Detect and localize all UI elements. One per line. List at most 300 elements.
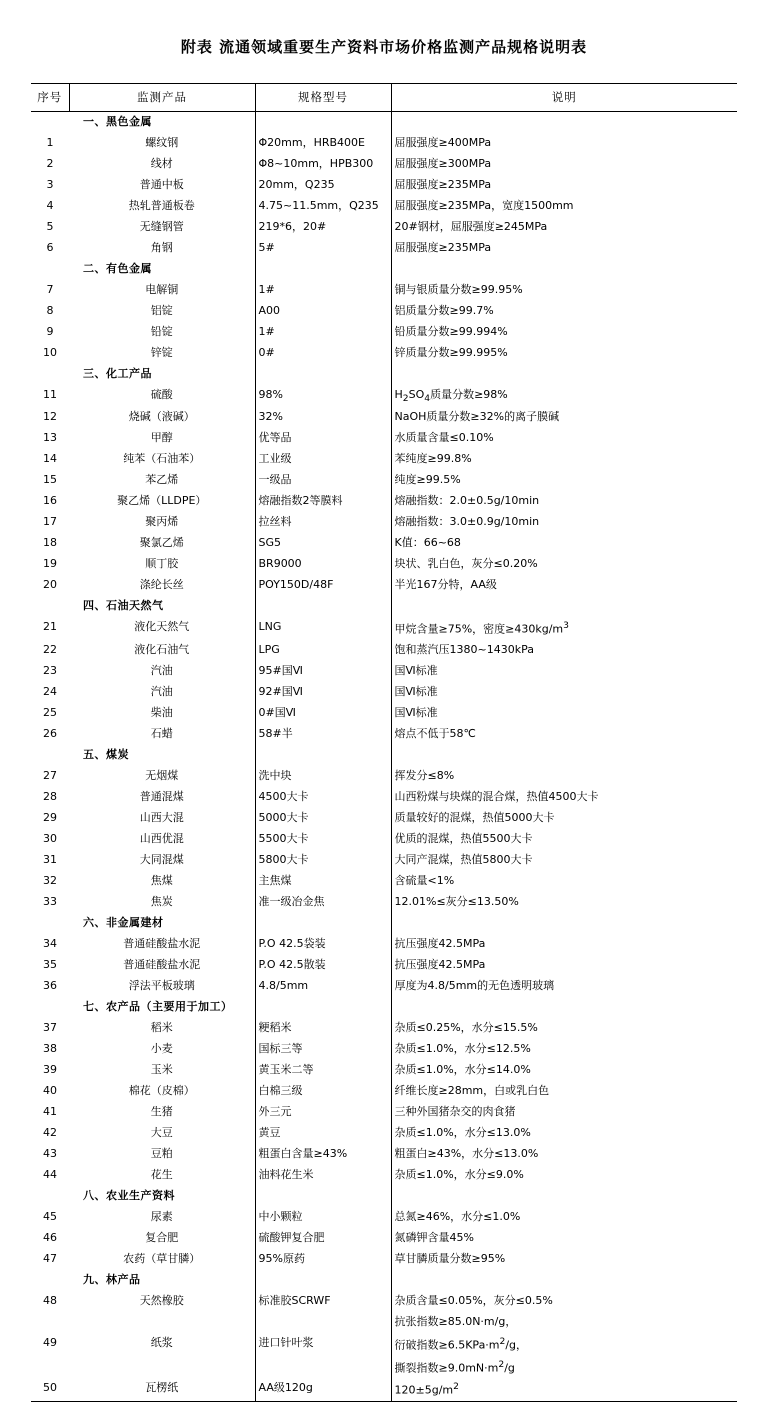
row-desc: 块状、乳白色，灰分≤0.20%: [394, 557, 538, 571]
row-product: 稻米: [69, 1018, 255, 1039]
table-row: [31, 1249, 737, 1270]
row-spec: 92#国Ⅵ: [255, 682, 391, 703]
row-spec: 5#: [255, 238, 391, 259]
row-no: 25: [43, 706, 57, 720]
table-row: [31, 280, 737, 301]
row-spec: 熔融指数2等膜料: [255, 491, 391, 512]
row-desc: [391, 112, 737, 134]
table-row: [31, 871, 737, 892]
row-desc: 衍破指数$\ge 6.5KPa\cdot m^2/g$，: [394, 1336, 528, 1352]
row-desc: 国Ⅵ标准: [394, 706, 438, 720]
row-desc: 屈服强度≥300MPa: [394, 157, 492, 170]
column-header-no: 序号: [31, 84, 69, 112]
row-no: 13: [43, 431, 57, 445]
table-row: [31, 1018, 737, 1039]
row-no: 10: [43, 346, 57, 359]
table-row: [31, 1123, 737, 1144]
row-desc: 屈服强度≥235MPa，宽度1500mm: [394, 199, 574, 212]
category-row: [31, 112, 737, 134]
row-spec: 1#: [255, 322, 391, 343]
category-row: [31, 1186, 737, 1207]
row-product: 瓦楞纸: [69, 1378, 255, 1401]
table-body: [31, 112, 737, 1402]
row-spec: 32%: [255, 407, 391, 428]
row-spec: 一级品: [255, 470, 391, 491]
row-product: 铝锭: [69, 301, 255, 322]
row-spec: [255, 1270, 391, 1291]
row-desc: [391, 1186, 737, 1207]
row-product: [69, 1356, 255, 1379]
row-no: 50: [31, 1378, 69, 1401]
category-row: [31, 745, 737, 766]
row-spec: 95#国Ⅵ: [255, 661, 391, 682]
row-desc: K值：66~68: [394, 536, 461, 550]
row-product: 甲醇: [69, 428, 255, 449]
category-row: [31, 364, 737, 385]
table-row: [31, 1312, 737, 1333]
row-spec: [255, 259, 391, 280]
row-product: 汽油: [69, 661, 255, 682]
row-desc: 苯纯度≥99.8%: [394, 452, 472, 466]
row-product: 大同混煤: [69, 850, 255, 871]
row-desc: 熔融指数：2.0±0.5g/10min: [394, 494, 540, 508]
row-desc: 抗张指数≥85.0N·m/g，: [394, 1315, 517, 1329]
row-no: [31, 1312, 69, 1333]
row-desc: 抗压强度42.5MPa: [394, 937, 486, 951]
row-no: 48: [43, 1294, 57, 1308]
category-row: [31, 997, 737, 1018]
table-row: [31, 1356, 737, 1379]
category-label: 七、农产品（主要用于加工）: [69, 997, 255, 1018]
category-label: 六、非金属建材: [69, 913, 255, 934]
row-no: 38: [43, 1042, 57, 1056]
column-header-product: 监测产品: [69, 84, 255, 112]
category-label: 九、林产品: [69, 1270, 255, 1291]
row-desc: 铜与银质量分数≥99.95%: [394, 283, 523, 296]
row-product: 铅锭: [69, 322, 255, 343]
row-desc: 熔点不低于58℃: [394, 727, 476, 741]
row-product: 豆粕: [69, 1144, 255, 1165]
row-spec: Φ8~10mm，HPB300: [255, 154, 391, 175]
row-no: 17: [43, 515, 57, 529]
row-desc: 屈服强度≥235MPa: [394, 178, 492, 191]
row-no: 40: [43, 1084, 57, 1098]
row-product: 角钢: [69, 238, 255, 259]
row-desc: 总氮≥46%，水分≤1.0%: [394, 1210, 521, 1224]
row-desc: 铝质量分数≥99.7%: [394, 304, 494, 317]
row-no: 37: [43, 1021, 57, 1035]
table-row: [31, 682, 737, 703]
row-desc: 质量较好的混煤，热值5000大卡: [394, 811, 555, 825]
table-row: [31, 1228, 737, 1249]
row-desc: [391, 997, 737, 1018]
row-no: 2: [46, 157, 54, 170]
table-row: [31, 449, 737, 470]
row-product: 石蜡: [69, 724, 255, 745]
table-row: [31, 217, 737, 238]
table-row: [31, 154, 737, 175]
row-no: 29: [43, 811, 57, 825]
row-no: 42: [43, 1126, 57, 1140]
row-spec: AA级120g: [255, 1378, 391, 1401]
page-title: 附表 流通领域重要生产资料市场价格监测产品规格说明表: [180, 38, 588, 56]
row-no: 9: [46, 325, 54, 338]
table-row: [31, 617, 737, 640]
row-product: 聚氯乙烯: [69, 533, 255, 554]
row-desc: 山西粉煤与块煤的混合煤，热值4500大卡: [394, 790, 599, 804]
row-spec: 0#国Ⅵ: [255, 703, 391, 724]
table-row: [31, 554, 737, 575]
row-spec: 白棉三级: [255, 1081, 391, 1102]
table-row: [31, 533, 737, 554]
row-product: 大豆: [69, 1123, 255, 1144]
table-row: [31, 491, 737, 512]
row-spec: [255, 913, 391, 934]
table-row: [31, 787, 737, 808]
row-spec: 5500大卡: [255, 829, 391, 850]
table-row: [31, 1291, 737, 1312]
row-product: 锌锭: [69, 343, 255, 364]
table-row: [31, 407, 737, 428]
row-spec: 洗中块: [255, 766, 391, 787]
row-product: 液化天然气: [69, 617, 255, 640]
table-row: [31, 575, 737, 596]
row-product: 纯苯（石油苯）: [69, 449, 255, 470]
row-no: 22: [43, 643, 57, 657]
category-row: [31, 596, 737, 617]
row-no: 46: [43, 1231, 57, 1245]
table-row: [31, 1207, 737, 1228]
row-desc: 杂质≤1.0%，水分≤13.0%: [394, 1126, 531, 1140]
table-row: [31, 238, 737, 259]
category-row: [31, 913, 737, 934]
row-spec: 主焦煤: [255, 871, 391, 892]
row-no: 28: [43, 790, 57, 804]
row-desc: [391, 1270, 737, 1291]
column-header-desc: 说明: [391, 84, 737, 112]
row-desc: 粗蛋白≥43%，水分≤13.0%: [394, 1147, 539, 1161]
row-no: 47: [43, 1252, 57, 1266]
row-spec: [255, 1312, 391, 1333]
row-no: 14: [43, 452, 57, 466]
row-product: 电解铜: [69, 280, 255, 301]
row-desc: 氮磷钾含量45%: [394, 1231, 474, 1245]
table-row: [31, 976, 737, 997]
row-no: [31, 997, 69, 1018]
table-row: [31, 512, 737, 533]
table-row: [31, 322, 737, 343]
row-product: 无缝钢管: [69, 217, 255, 238]
row-desc: 三种外国猪杂交的肉食猪: [394, 1105, 516, 1119]
row-product: 天然橡胶: [69, 1291, 255, 1312]
table-row: [31, 1081, 737, 1102]
row-product: 热轧普通板卷: [69, 196, 255, 217]
row-no: 41: [43, 1105, 57, 1119]
row-spec: 粗蛋白含量≥43%: [255, 1144, 391, 1165]
row-product: 棉花（皮棉）: [69, 1081, 255, 1102]
table-row: [31, 1378, 737, 1401]
row-desc: 12.01%≤灰分≤13.50%: [394, 895, 519, 909]
row-desc: 半光167分特，AA级: [394, 578, 497, 592]
category-label: 二、有色金属: [69, 259, 255, 280]
row-product: 普通硅酸盐水泥: [69, 955, 255, 976]
row-desc: 20#钢材，屈服强度≥245MPa: [394, 220, 548, 233]
table-row: [31, 934, 737, 955]
table-row: [31, 766, 737, 787]
table-row: [31, 343, 737, 364]
row-no: [31, 259, 69, 280]
row-spec: 58#半: [255, 724, 391, 745]
row-no: 36: [43, 979, 57, 993]
category-label: 一、黑色金属: [69, 112, 255, 134]
row-spec: 95%原药: [255, 1249, 391, 1270]
row-spec: 5800大卡: [255, 850, 391, 871]
row-product: 柴油: [69, 703, 255, 724]
category-label: 四、石油天然气: [69, 596, 255, 617]
row-desc: 杂质≤1.0%，水分≤14.0%: [394, 1063, 531, 1077]
row-desc: 熔融指数：3.0±0.9g/10min: [394, 515, 540, 529]
row-spec: 外三元: [255, 1102, 391, 1123]
row-spec: LNG: [255, 617, 391, 640]
row-spec: 优等品: [255, 428, 391, 449]
row-spec: LPG: [255, 640, 391, 661]
row-product: 无烟煤: [69, 766, 255, 787]
row-desc: 甲烷含量≥75%，密度$\ge 430kg/m^3$: [394, 620, 569, 637]
row-no: 34: [43, 937, 57, 951]
row-spec: BR9000: [255, 554, 391, 575]
row-product: 焦炭: [69, 892, 255, 913]
row-no: 7: [46, 283, 54, 296]
row-no: [31, 596, 69, 617]
row-desc: [391, 364, 737, 385]
table-row: [31, 1060, 737, 1081]
row-spec: Φ20mm，HRB400E: [255, 133, 391, 154]
row-no: 23: [43, 664, 57, 678]
row-spec: 进口针叶浆: [255, 1333, 391, 1356]
row-spec: 黄玉米二等: [255, 1060, 391, 1081]
row-desc: 屈服强度≥235MPa: [394, 241, 492, 254]
table-row: [31, 1165, 737, 1186]
row-desc: 优质的混煤，热值5500大卡: [394, 832, 533, 846]
row-product: 花生: [69, 1165, 255, 1186]
row-product: 聚乙烯（LLDPE）: [69, 491, 255, 512]
row-no: [31, 1270, 69, 1291]
row-product: 汽油: [69, 682, 255, 703]
row-desc: 锌质量分数≥99.995%: [394, 346, 508, 359]
row-spec: 20mm，Q235: [255, 175, 391, 196]
row-no: 5: [46, 220, 54, 233]
row-spec: 油料花生米: [255, 1165, 391, 1186]
row-desc: 撕裂指数$\ge 9.0mN\cdot m^2/g$: [394, 1358, 515, 1375]
row-no: [31, 364, 69, 385]
row-spec: 98%: [255, 385, 391, 407]
row-no: 26: [43, 727, 57, 741]
table-row: [31, 829, 737, 850]
row-spec: [255, 1356, 391, 1379]
row-spec: SG5: [255, 533, 391, 554]
table-row: [31, 196, 737, 217]
row-product: 焦煤: [69, 871, 255, 892]
row-no: 44: [43, 1168, 57, 1182]
row-spec: 硫酸钾复合肥: [255, 1228, 391, 1249]
row-no: 18: [43, 536, 57, 550]
row-spec: P.O 42.5袋装: [255, 934, 391, 955]
row-product: 聚丙烯: [69, 512, 255, 533]
row-spec: 4500大卡: [255, 787, 391, 808]
row-spec: 国标三等: [255, 1039, 391, 1060]
row-desc: 国Ⅵ标准: [394, 685, 438, 699]
row-no: [31, 745, 69, 766]
row-no: 49: [43, 1336, 57, 1350]
table-row: [31, 661, 737, 682]
row-no: 11: [43, 388, 57, 401]
row-no: 33: [43, 895, 57, 909]
row-desc: 含硫量<1%: [394, 874, 455, 888]
row-spec: [255, 1186, 391, 1207]
row-spec: 1#: [255, 280, 391, 301]
row-product: 普通混煤: [69, 787, 255, 808]
row-desc: $120\pm 5g/m^2$: [391, 1378, 737, 1401]
table-row: [31, 301, 737, 322]
table-row: [31, 133, 737, 154]
table-row: [31, 724, 737, 745]
row-desc: 抗压强度42.5MPa: [394, 958, 486, 972]
row-desc: 大同产混煤，热值5800大卡: [394, 853, 533, 867]
table-row: [31, 955, 737, 976]
row-product: 山西优混: [69, 829, 255, 850]
row-no: 24: [43, 685, 57, 699]
row-no: 32: [43, 874, 57, 888]
row-no: 12: [43, 410, 57, 424]
row-spec: 粳稻米: [255, 1018, 391, 1039]
row-product: 涤纶长丝: [69, 575, 255, 596]
row-desc: [391, 913, 737, 934]
row-no: 3: [46, 178, 54, 191]
row-product: 小麦: [69, 1039, 255, 1060]
row-spec: 工业级: [255, 449, 391, 470]
table-row: [31, 808, 737, 829]
row-desc: 杂质≤1.0%，水分≤12.5%: [394, 1042, 531, 1056]
category-label: 八、农业生产资料: [69, 1186, 255, 1207]
row-spec: P.O 42.5散装: [255, 955, 391, 976]
row-no: 8: [46, 304, 54, 317]
row-desc: [391, 596, 737, 617]
row-spec: [255, 112, 391, 134]
row-product: 普通硅酸盐水泥: [69, 934, 255, 955]
row-spec: 中小颗粒: [255, 1207, 391, 1228]
row-spec: 4.8/5mm: [255, 976, 391, 997]
row-no: [31, 913, 69, 934]
row-no: 16: [43, 494, 57, 508]
row-product: 玉米: [69, 1060, 255, 1081]
row-no: 35: [43, 958, 57, 972]
row-spec: [255, 745, 391, 766]
row-product: 烧碱（液碱）: [69, 407, 255, 428]
row-spec: A00: [255, 301, 391, 322]
row-spec: 0#: [255, 343, 391, 364]
row-product: 纸浆: [69, 1333, 255, 1356]
row-spec: POY150D/48F: [255, 575, 391, 596]
row-desc: 杂质含量≤0.05%，灰分≤0.5%: [394, 1294, 553, 1308]
row-spec: 4.75~11.5mm，Q235: [255, 196, 391, 217]
row-desc: 纯度≥99.5%: [394, 473, 461, 487]
row-spec: 拉丝料: [255, 512, 391, 533]
row-product: 生猪: [69, 1102, 255, 1123]
row-no: 4: [46, 199, 54, 212]
row-desc: $H_2SO_4$质量分数≥98%: [394, 388, 508, 405]
table-row: [31, 385, 737, 407]
category-label: 三、化工产品: [69, 364, 255, 385]
row-spec: [255, 364, 391, 385]
row-no: 31: [43, 853, 57, 867]
row-desc: [391, 259, 737, 280]
row-product: 液化石油气: [69, 640, 255, 661]
row-desc: NaOH质量分数≥32%的离子膜碱: [394, 410, 560, 424]
row-desc: 饱和蒸汽压1380~1430kPa: [394, 643, 534, 657]
category-row: [31, 1270, 737, 1291]
table-row: [31, 1144, 737, 1165]
row-product: 山西大混: [69, 808, 255, 829]
row-spec: [255, 997, 391, 1018]
table-row: [31, 470, 737, 491]
table-row: [31, 892, 737, 913]
row-product: 复合肥: [69, 1228, 255, 1249]
row-desc: 铅质量分数≥99.994%: [394, 325, 508, 338]
row-product: 农药（草甘膦）: [69, 1249, 255, 1270]
row-desc: 杂质≤1.0%，水分≤9.0%: [394, 1168, 524, 1182]
row-product: 普通中板: [69, 175, 255, 196]
row-desc: 厚度为4.8/5mm的无色透明玻璃: [394, 979, 555, 993]
row-no: 21: [43, 620, 57, 634]
row-spec: 准一级冶金焦: [255, 892, 391, 913]
table-row: [31, 1102, 737, 1123]
row-desc: 屈服强度≥400MPa: [394, 136, 492, 149]
table-row: [31, 850, 737, 871]
table-row: [31, 703, 737, 724]
row-no: [31, 112, 69, 134]
row-desc: 水质量含量≤0.10%: [394, 431, 494, 445]
row-no: 39: [43, 1063, 57, 1077]
row-desc: 草甘膦质量分数≥95%: [394, 1252, 506, 1266]
column-header-spec: 规格型号: [255, 84, 391, 112]
row-no: 45: [43, 1210, 57, 1224]
row-desc: 国Ⅵ标准: [394, 664, 438, 678]
row-product: 线材: [69, 154, 255, 175]
row-no: 15: [43, 473, 57, 487]
row-spec: 黄豆: [255, 1123, 391, 1144]
row-no: [31, 1356, 69, 1379]
row-no: 43: [43, 1147, 57, 1161]
table-row: [31, 640, 737, 661]
row-desc: 杂质≤0.25%，水分≤15.5%: [394, 1021, 538, 1035]
table-row: [31, 175, 737, 196]
row-product: [69, 1312, 255, 1333]
table-header: [31, 84, 737, 112]
row-no: 30: [43, 832, 57, 846]
row-product: 浮法平板玻璃: [69, 976, 255, 997]
row-desc: 挥发分≤8%: [394, 769, 455, 783]
row-no: 1: [46, 136, 54, 149]
spec-table: [31, 83, 737, 1402]
row-no: 20: [43, 578, 57, 592]
table-row: [31, 1039, 737, 1060]
row-no: 27: [43, 769, 57, 783]
row-no: 6: [46, 241, 54, 254]
row-spec: 5000大卡: [255, 808, 391, 829]
row-desc: 纤维长度≥28mm，白或乳白色: [394, 1084, 550, 1098]
row-product: 顺丁胶: [69, 554, 255, 575]
row-spec: 标准胶SCRWF: [255, 1291, 391, 1312]
